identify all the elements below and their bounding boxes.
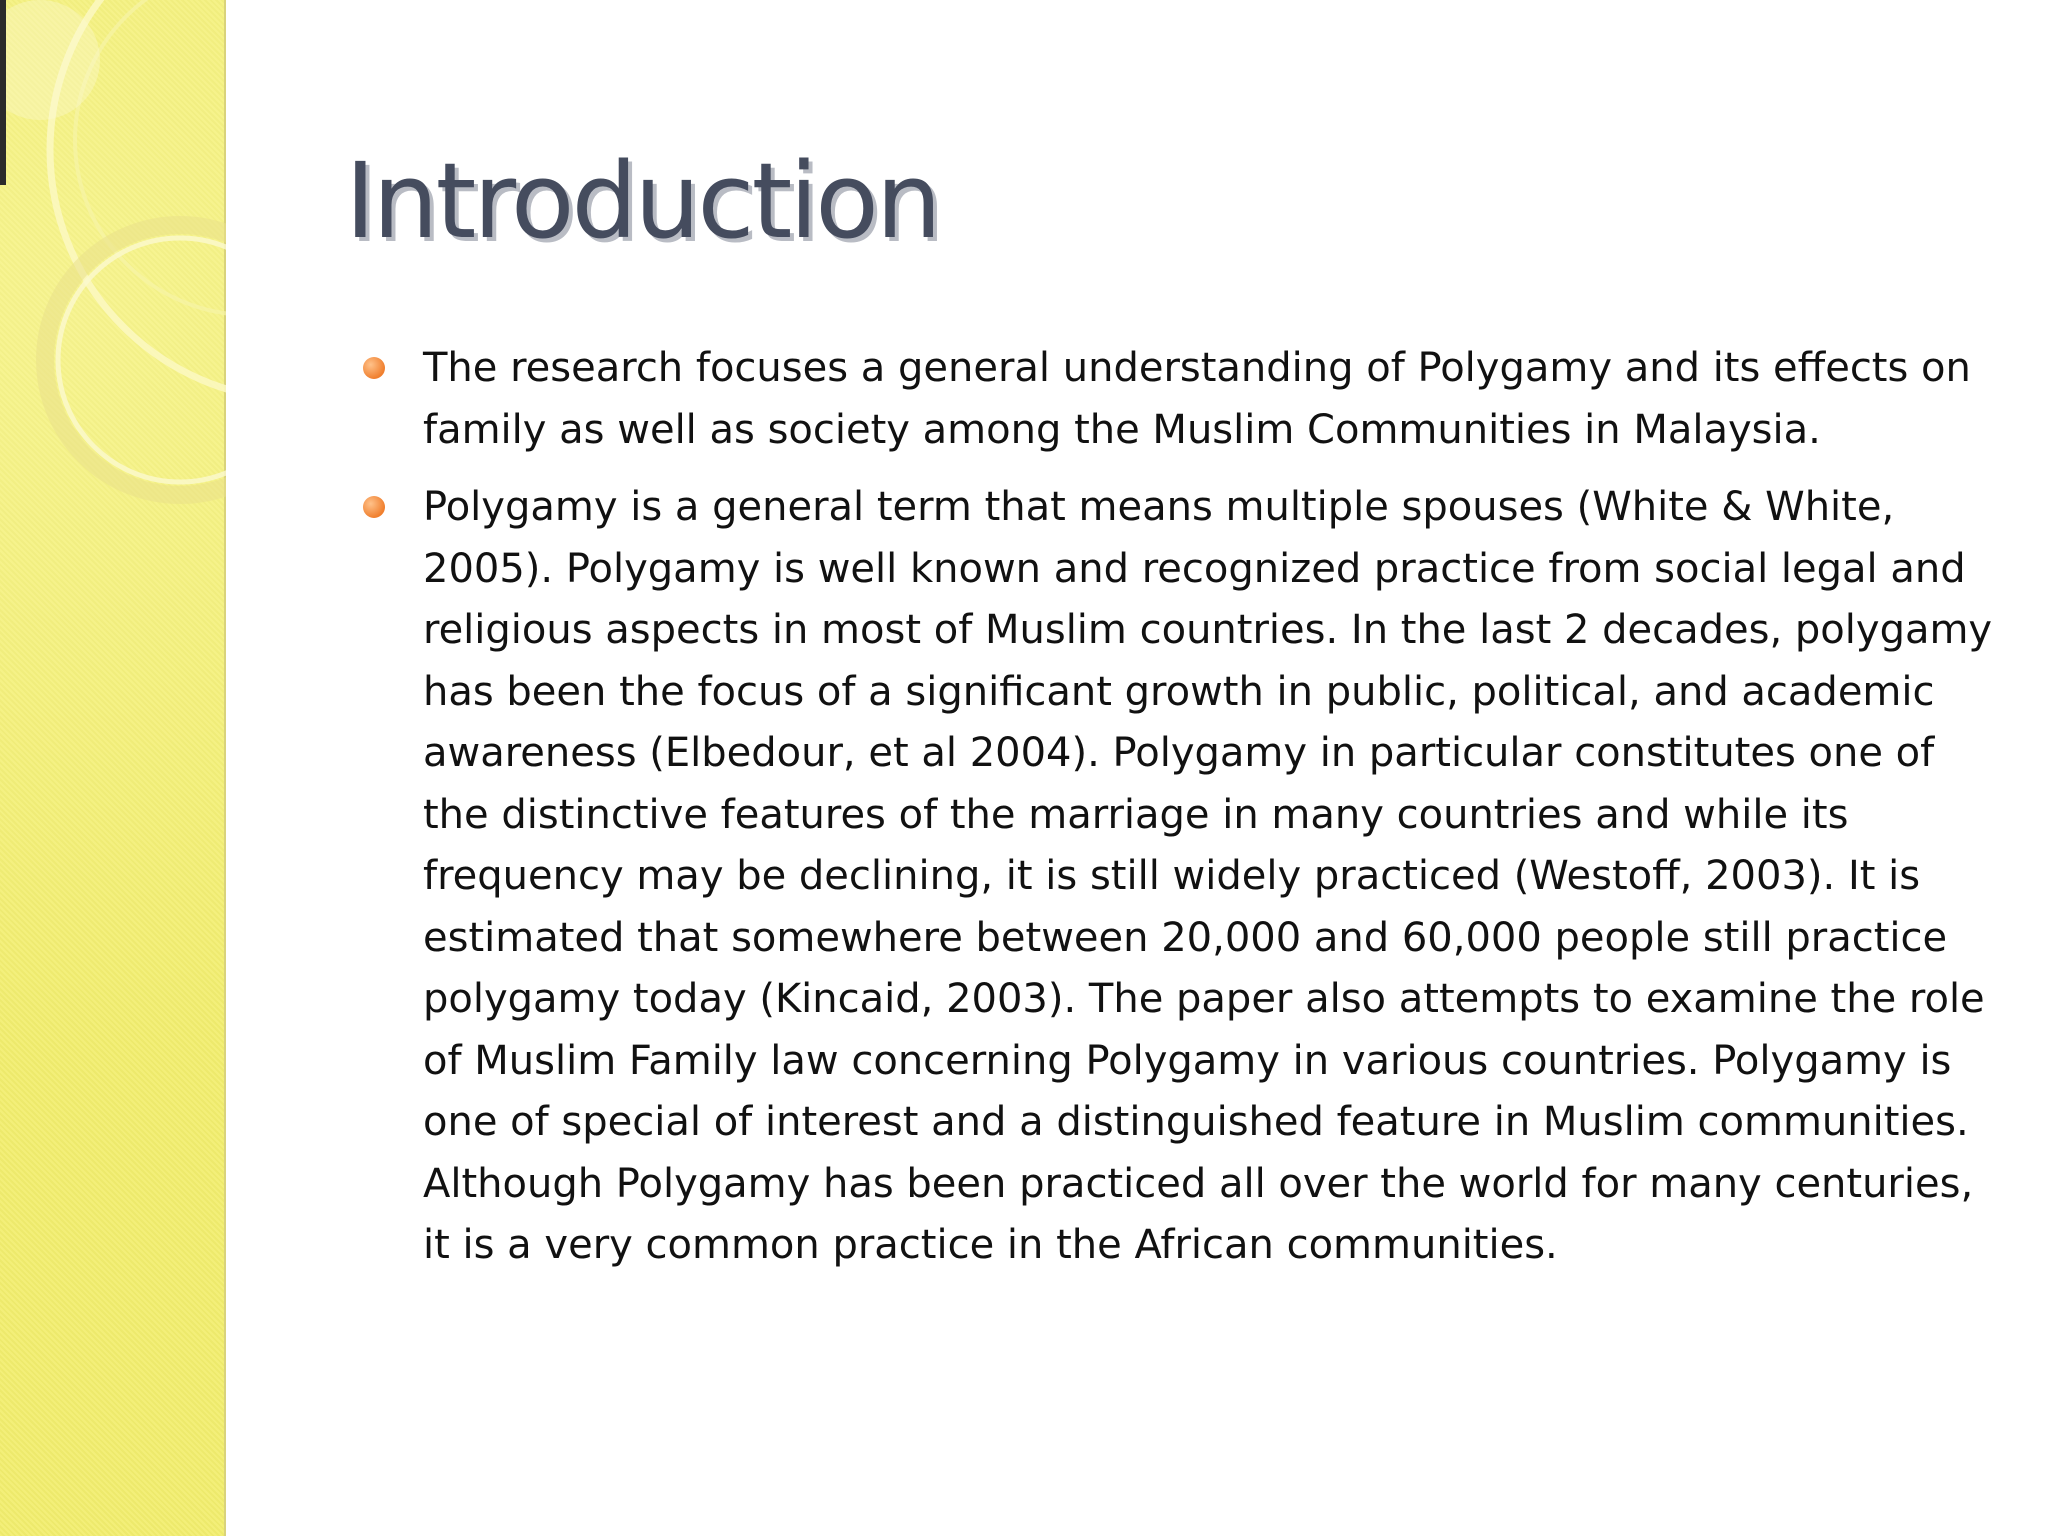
bullet-item <box>355 477 1995 1277</box>
bullet-item <box>355 338 1995 461</box>
slide-title: Introduction <box>345 140 939 262</box>
bullet-text: The research focuses a general understanding of Polygamy and its effects on family as well as society among the Muslim Communities in Malaysia. <box>423 345 1971 453</box>
bullet-dot-icon <box>363 496 385 518</box>
bullet-text: Polygamy is a general term that means multiple spouses (White & White, 2005). Polygamy is well known and recognized practice from social legal and religious aspects in most of Muslim countries. In the last 2 decades, polygamy has been the focus of a significant growth in public, political, and academic awareness (Elbedour, et al 2004). Polygamy in particular constitutes one of the distinctive features of the marriage in many countries and while its frequency may be declining, it is still widely practiced (Westoff, 2003). It is estimated that somewhere between 20,000 and 60,000 people still practice polygamy today (Kincaid, 2003). The paper also attempts to examine the role of Muslim Family law concerning Polygamy in various countries. Polygamy is one of special of interest and a distinguished feature in Muslim communities. Although Polygamy has been practiced all over the world for many centuries, it is a very common practice in the African communities. <box>423 484 1993 1268</box>
decorative-circles <box>0 0 226 520</box>
bullet-dot-icon <box>363 357 385 379</box>
corner-mark <box>0 0 6 185</box>
bullet-list <box>355 338 1995 1293</box>
decorative-side-band <box>0 0 226 1536</box>
